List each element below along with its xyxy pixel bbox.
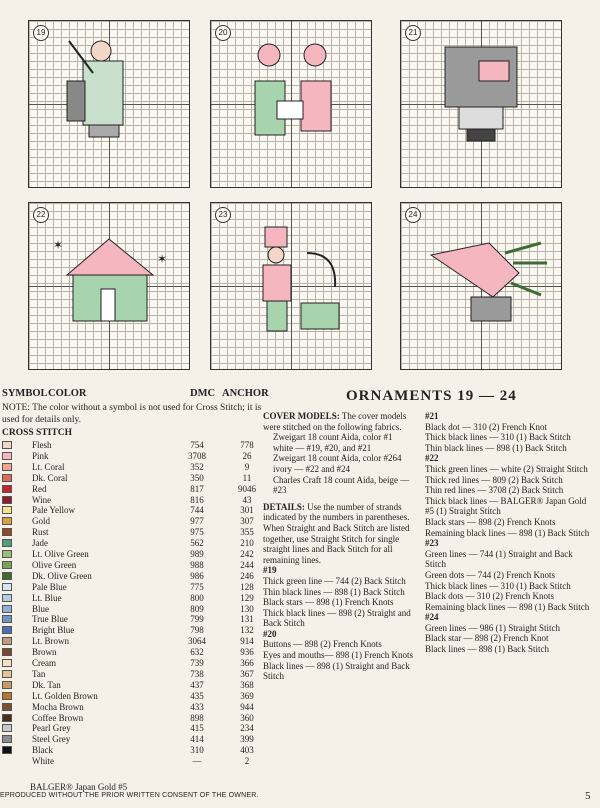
instructions-column <box>263 411 413 682</box>
color-swatch <box>2 561 12 569</box>
color-swatch <box>2 474 12 482</box>
color-name: Red <box>32 483 47 494</box>
cover-models <box>263 411 413 432</box>
anchor-number: 366 <box>240 658 254 668</box>
dmc-header: DMC <box>190 388 216 399</box>
stitch-column <box>425 411 590 655</box>
dmc-number: 562 <box>190 538 204 549</box>
key-row <box>2 691 267 701</box>
stitch-instruction: Black lines — 898 (1) Straight and Back Stitch <box>263 660 410 682</box>
anchor-number: 301 <box>240 505 254 516</box>
key-row <box>2 625 267 635</box>
dmc-number: 435 <box>190 690 204 701</box>
dmc-number: 754 <box>190 440 204 450</box>
key-row <box>2 484 267 494</box>
color-swatch <box>2 496 12 504</box>
color-name: Black <box>32 745 53 756</box>
color-swatch <box>2 714 12 722</box>
color-swatch <box>2 463 12 471</box>
color-name: Blue <box>32 603 49 614</box>
ornament-chart-23 <box>210 202 372 370</box>
dmc-number: 3064 <box>188 636 206 647</box>
key-row <box>2 505 267 515</box>
key-row <box>2 636 267 646</box>
anchor-number: 131 <box>240 614 254 625</box>
dmc-number: 433 <box>190 701 204 712</box>
ornament-number: #22 <box>425 453 439 464</box>
color-swatch <box>2 539 12 547</box>
details <box>263 502 413 566</box>
stitch-instruction: Green lines — 986 (1) Straight Stitch <box>425 622 560 633</box>
color-name: Pale Yellow <box>32 505 76 516</box>
anchor-number: 43 <box>242 494 252 505</box>
dmc-number: 775 <box>190 581 204 592</box>
stitch-instruction: Black star — 898 (2) French Knot <box>425 633 549 644</box>
color-swatch <box>2 724 12 732</box>
key-row <box>2 680 267 690</box>
dmc-number: 738 <box>190 668 204 679</box>
color-name: Steel Grey <box>32 734 71 745</box>
stitch-instruction: Thick black lines — 898 (2) Straight and Back Stitch <box>263 607 411 629</box>
color-name: Dk. Coral <box>32 472 68 483</box>
anchor-number: 778 <box>240 440 254 450</box>
anchor-number: 26 <box>242 450 252 461</box>
svg-text:✶: ✶ <box>157 252 168 266</box>
dmc-number: — <box>192 756 202 767</box>
dmc-number: 977 <box>190 516 204 527</box>
color-name: Olive Green <box>32 559 77 570</box>
stitch-instruction: Thin red lines — 3708 (2) Back Stitch <box>425 485 564 496</box>
chart-number: 24 <box>405 207 421 223</box>
ornament-design-20 <box>211 21 371 187</box>
key-row <box>2 745 267 755</box>
key-row <box>2 473 267 483</box>
color-name: Pale Blue <box>32 581 67 592</box>
stitch-instruction: Thick green lines — white (2) Straight Stitch <box>425 463 588 474</box>
color-swatch <box>2 735 12 743</box>
details-label: DETAILS: <box>263 501 305 512</box>
color-swatch <box>2 528 12 536</box>
anchor-number: 242 <box>240 549 254 559</box>
key-row <box>2 527 267 537</box>
stitch-instruction: Thick black lines — 310 (1) Back Stitch <box>425 580 571 591</box>
dmc-number: 632 <box>190 647 204 658</box>
color-swatch <box>2 572 12 580</box>
dmc-number: 798 <box>190 625 204 636</box>
ornament-design-23 <box>211 203 371 369</box>
color-name: Lt. Golden Brown <box>32 690 98 701</box>
details-text: Use the number of strands indicated by the numbers in parentheses. When Straight and Back Stitch are listed together, use Straight Stitch for single straight lines and Back Stitch for all remaining lines. <box>263 501 410 565</box>
ornament-chart-22 <box>28 202 190 370</box>
key-row <box>2 702 267 712</box>
anchor-number: 210 <box>240 538 254 549</box>
stitch-instruction: Black stars — 898 (2) French Knots <box>425 516 556 527</box>
color-name: Dk. Olive Green <box>32 570 92 581</box>
dmc-number: 739 <box>190 658 204 668</box>
color-name: True Blue <box>32 614 68 625</box>
dmc-number: 988 <box>190 559 204 570</box>
anchor-number: 944 <box>240 701 254 712</box>
dmc-number: 3708 <box>188 450 206 461</box>
fabric-3: Charles Craft 18 count Aida, beige — #23 <box>273 474 410 496</box>
anchor-number: 11 <box>242 472 252 483</box>
color-swatch <box>2 583 12 591</box>
key-row <box>2 549 267 559</box>
color-name: Pink <box>32 450 49 461</box>
stitch-instruction: Eyes and mouths— 898 (1) French Knots <box>263 650 413 661</box>
key-row <box>2 604 267 614</box>
color-name: Rust <box>32 527 49 538</box>
dmc-number: 415 <box>190 723 204 734</box>
key-row <box>2 538 267 548</box>
color-name: Dk. Tan <box>32 679 61 690</box>
color-swatch <box>2 681 12 689</box>
dmc-number: 799 <box>190 614 204 625</box>
cross-stitch-heading: CROSS STITCH <box>2 428 72 438</box>
dmc-number: 989 <box>190 549 204 559</box>
color-name: Tan <box>32 668 46 679</box>
dmc-number: 744 <box>190 505 204 516</box>
key-row <box>2 582 267 592</box>
color-name: Brown <box>32 647 57 658</box>
dmc-number: 986 <box>190 570 204 581</box>
symbol-header: SYMBOL <box>2 388 48 399</box>
ornament-number: #20 <box>263 628 277 639</box>
anchor-number: 360 <box>240 712 254 723</box>
anchor-number: 234 <box>240 723 254 734</box>
color-swatch <box>2 648 12 656</box>
color-swatch <box>2 637 12 645</box>
anchor-number: 129 <box>240 592 254 603</box>
color-swatch <box>2 452 12 460</box>
stitch-instruction: Green lines — 744 (1) Straight and Back Stitch <box>425 548 573 570</box>
stitch-instruction: Remaining black lines — 898 (1) Back Stitch <box>425 601 590 612</box>
key-row <box>2 571 267 581</box>
ornament-number: #19 <box>263 565 277 576</box>
stitch-instruction: Black lines — 898 (1) Back Stitch <box>425 644 549 655</box>
color-name: Flesh <box>32 440 52 450</box>
ornament-number: #23 <box>425 538 439 549</box>
fabric-1: Zweigart 18 count Aida, color #1 white — #19, #20, and #21 <box>273 432 393 453</box>
color-name: White <box>32 756 54 767</box>
ornament-chart-20 <box>210 20 372 188</box>
anchor-number: 132 <box>240 625 254 636</box>
dmc-number: 817 <box>190 483 204 494</box>
color-name: Bright Blue <box>32 625 75 636</box>
color-swatch <box>2 615 12 623</box>
color-swatch <box>2 550 12 558</box>
anchor-number: 9046 <box>238 483 256 494</box>
color-name: Coffee Brown <box>32 712 84 723</box>
anchor-number: 369 <box>240 690 254 701</box>
stitch-instruction: Thick green line — 744 (2) Back Stitch <box>263 575 406 586</box>
color-name: Wine <box>32 494 52 505</box>
ornament-design-22 <box>29 203 189 369</box>
anchor-number: 9 <box>244 461 250 472</box>
color-swatch <box>2 517 12 525</box>
color-name: Pearl Grey <box>32 723 71 734</box>
ornament-chart-21 <box>400 20 562 188</box>
fabric-2: Zweigart 18 count Aida, color #264 ivory — #22 and #24 <box>273 453 402 474</box>
color-swatch <box>2 659 12 667</box>
cover-label: COVER MODELS: <box>263 411 340 421</box>
balger-thread: BALGER® Japan Gold #5 <box>30 782 128 792</box>
key-row <box>2 658 267 668</box>
svg-text:✶: ✶ <box>53 238 64 252</box>
dmc-number: 437 <box>190 679 204 690</box>
color-name: Jade <box>32 538 48 549</box>
dmc-number: 414 <box>190 734 204 745</box>
dmc-number: 800 <box>190 592 204 603</box>
stitch-instruction: Buttons — 898 (2) French Knots <box>263 639 382 650</box>
stitch-instruction: Thin black lines — 898 (1) Back Stitch <box>263 586 405 597</box>
stitch-instruction: Black dot — 310 (2) French Knot <box>425 421 547 432</box>
dmc-number: 352 <box>190 461 204 472</box>
color-swatch <box>2 605 12 613</box>
key-row <box>2 451 267 461</box>
color-name: Lt. Coral <box>32 461 65 472</box>
stitch-instruction: Thick red lines — 809 (2) Back Stitch <box>425 474 563 485</box>
dmc-number: 350 <box>190 472 204 483</box>
color-name: Lt. Blue <box>32 592 62 603</box>
key-row <box>2 462 267 472</box>
color-header: COLOR <box>48 388 87 399</box>
page-title: ORNAMENTS 19 — 24 <box>346 388 517 404</box>
dmc-number: 898 <box>190 712 204 723</box>
key-row <box>2 756 267 766</box>
color-name: Lt. Brown <box>32 636 69 647</box>
anchor-header: ANCHOR <box>222 388 269 399</box>
key-row <box>2 440 267 450</box>
key-row <box>2 734 267 744</box>
page-number: 5 <box>585 790 591 802</box>
key-row <box>2 614 267 624</box>
key-row <box>2 723 267 733</box>
key-row <box>2 516 267 526</box>
anchor-number: 246 <box>240 570 254 581</box>
color-name: Gold <box>32 516 50 527</box>
chart-number: 22 <box>33 207 49 223</box>
stitch-instruction: Black dots — 310 (2) French Knots <box>425 591 554 602</box>
anchor-number: 244 <box>240 559 254 570</box>
anchor-number: 399 <box>240 734 254 745</box>
anchor-number: 2 <box>244 756 250 767</box>
key-row <box>2 713 267 723</box>
ornament-chart-19 <box>28 20 190 188</box>
anchor-number: 355 <box>240 527 254 538</box>
stitch-instruction: Thin black lines — 898 (1) Back Stitch <box>425 442 567 453</box>
color-swatch <box>2 746 12 754</box>
anchor-number: 367 <box>240 668 254 679</box>
anchor-number: 130 <box>240 603 254 614</box>
dmc-number: 975 <box>190 527 204 538</box>
stitch-instruction: Thick black lines — 310 (1) Back Stitch <box>425 432 571 443</box>
color-name: Mocha Brown <box>32 701 84 712</box>
color-swatch <box>2 594 12 602</box>
chart-number: 21 <box>405 25 421 41</box>
anchor-number: 403 <box>240 745 254 756</box>
dmc-number: 809 <box>190 603 204 614</box>
color-swatch <box>2 670 12 678</box>
key-row <box>2 560 267 570</box>
chart-number: 19 <box>33 25 49 41</box>
ornament-design-24 <box>401 203 561 369</box>
copyright-footer: EPRODUCED WITHOUT THE PRIOR WRITTEN CONSENT OF THE OWNER. <box>0 792 259 799</box>
chart-number: 23 <box>215 207 231 223</box>
color-swatch <box>2 626 12 634</box>
ornament-chart-24 <box>400 202 562 370</box>
stitch-instruction: Thick black lines — BALGER® Japan Gold #5 (1) Straight Stitch <box>425 495 587 517</box>
stitch-instruction: Green dots — 744 (2) French Knots <box>425 569 555 580</box>
color-swatch <box>2 692 12 700</box>
anchor-number: 936 <box>240 647 254 658</box>
ornament-number: #24 <box>425 612 439 623</box>
stitch-instruction: Remaining black lines — 898 (1) Back Stitch <box>425 527 590 538</box>
color-swatch <box>2 506 12 514</box>
color-swatch <box>2 441 12 449</box>
color-swatch <box>2 485 12 493</box>
anchor-number: 368 <box>240 679 254 690</box>
ornament-number: #21 <box>425 411 439 421</box>
color-swatch <box>2 703 12 711</box>
key-row <box>2 647 267 657</box>
key-row <box>2 669 267 679</box>
key-row <box>2 495 267 505</box>
dmc-number: 310 <box>190 745 204 756</box>
anchor-number: 307 <box>240 516 254 527</box>
chart-number: 20 <box>215 25 231 41</box>
stitch-instruction: Black stars — 898 (1) French Knots <box>263 597 394 608</box>
key-row <box>2 593 267 603</box>
key-note: NOTE: The color without a symbol is not used for Cross Stitch; it is used for details only. <box>2 403 262 425</box>
color-name: Cream <box>32 658 56 668</box>
anchor-number: 128 <box>240 581 254 592</box>
dmc-number: 816 <box>190 494 204 505</box>
color-name: Lt. Olive Green <box>32 549 89 559</box>
anchor-number: 914 <box>240 636 254 647</box>
ornament-design-21 <box>401 21 561 187</box>
cover-text: The cover models were stitched on the following fabrics. <box>263 411 407 432</box>
ornament-design-19 <box>29 21 189 187</box>
